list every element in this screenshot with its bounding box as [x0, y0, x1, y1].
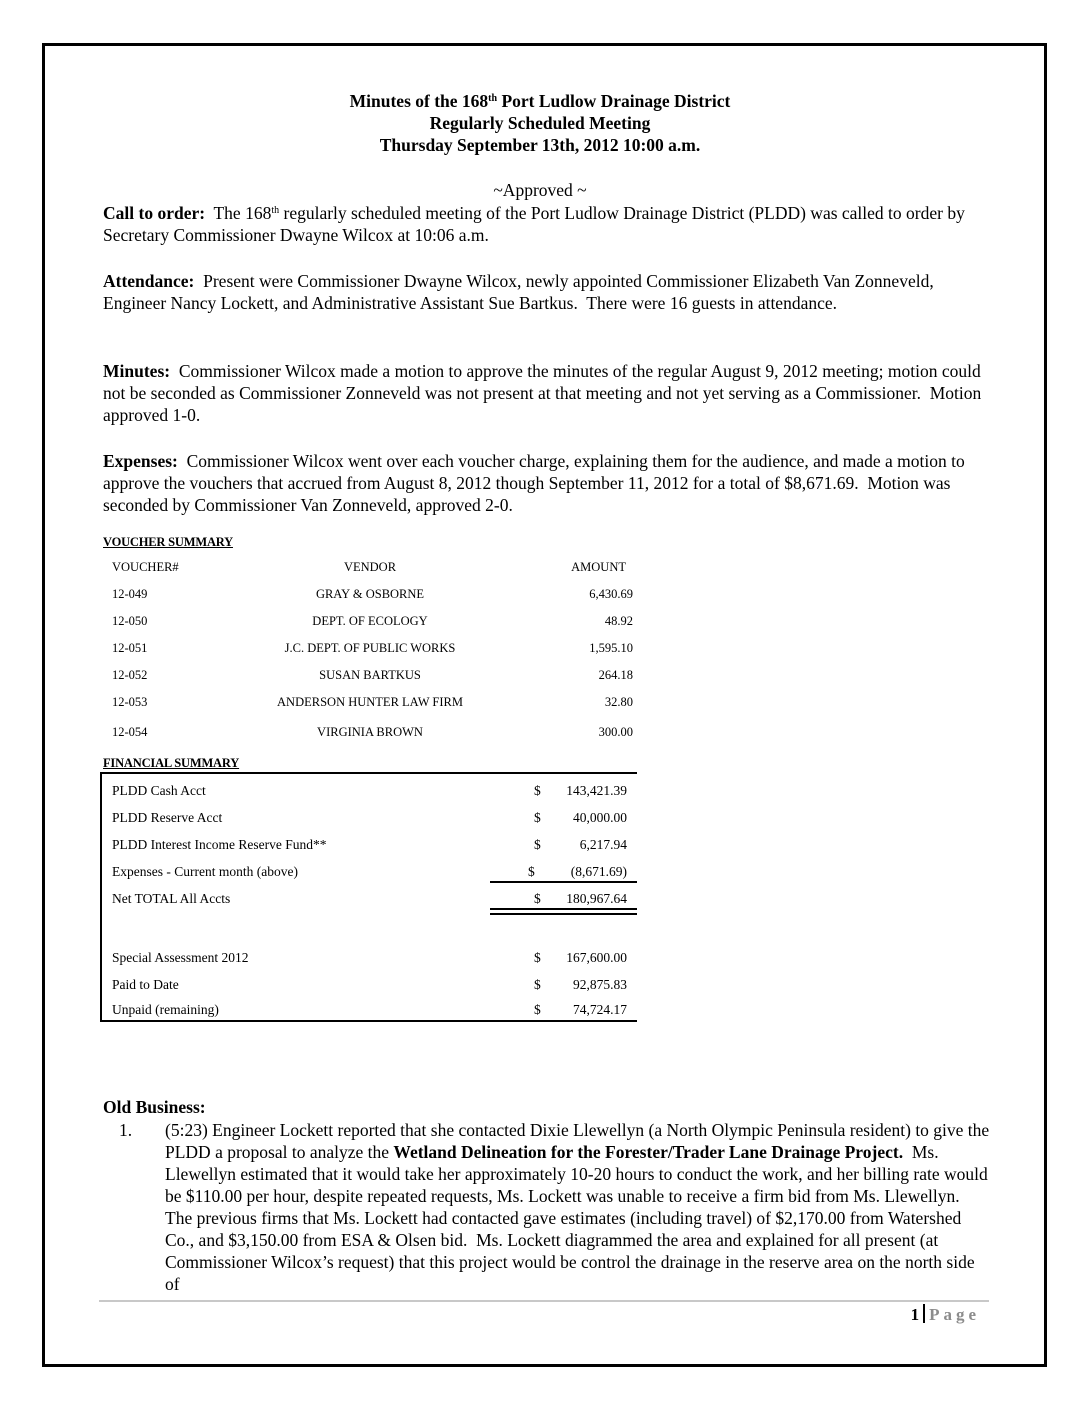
currency-symbol: $: [534, 977, 541, 992]
subtotal-rule: [490, 881, 637, 883]
table-row: [103, 668, 638, 695]
account-amount: 143,421.39: [566, 783, 627, 798]
table-row: [103, 695, 638, 722]
list-item-text-rest: Ms. Llewellyn estimated that it would take her approximately 10-20 hours to conduct the work, and her billing rate would be $110.00 per hour, despite repeated requests, Ms. Lockett was unable to receive a firm bid from Ms. Llewellyn. The previous firms that Ms. Lockett had contacted gave estimates (including travel) of $2,170.00 from Watershed Co., and $3,150.00 from ESA & Olsen bid. Ms. Lockett diagrammed the area and explained for all present (at Commissioner Wilcox’s request) that this project would be control the drainage in the reserve area on the north side of: [165, 1142, 993, 1294]
voucher-amount: 1,595.10: [589, 641, 633, 655]
currency-symbol: $: [534, 837, 541, 852]
attendance-paragraph: [103, 270, 983, 314]
title-text-rest: Port Ludlow Drainage District: [497, 91, 731, 111]
title-line-3: Thursday September 13th, 2012 10:00 a.m.: [379, 135, 701, 155]
voucher-amount: 48.92: [604, 614, 633, 628]
table-row: [102, 1002, 637, 1024]
account-amount: 180,967.64: [566, 891, 627, 906]
currency-symbol: $: [528, 864, 535, 879]
list-item-number: 1.: [119, 1120, 133, 1140]
currency-symbol: $: [534, 1002, 541, 1017]
list-item-text: (5:23) Engineer Lockett reported that she contacted Dixie Llewellyn (a North Olympic Peninsula resident) to give the PLDD a proposal to analyze the: [165, 1120, 990, 1162]
table-row: [103, 722, 638, 754]
vendor-name: VIRGINIA BROWN: [317, 725, 423, 739]
voucher-number: 12-051: [112, 641, 148, 655]
table-row: [102, 977, 637, 999]
currency-symbol: $: [534, 810, 541, 825]
financial-summary-title: FINANCIAL SUMMARY: [103, 756, 240, 770]
account-amount: (8,671.69): [570, 864, 627, 879]
approval-status: ~Approved ~: [493, 180, 587, 200]
financial-summary-table: [100, 772, 637, 1022]
voucher-number: 12-049: [112, 587, 148, 601]
project-name: Wetland Delineation for the Forester/Trader Lane Drainage Project.: [393, 1142, 904, 1162]
expenses-label: Expenses:: [103, 451, 178, 471]
ordinal-suffix: th: [271, 205, 280, 216]
expenses-paragraph: [103, 450, 983, 516]
call-to-order-label: Call to order:: [103, 203, 206, 223]
account-label: Expenses - Current month (above): [112, 864, 298, 879]
voucher-amount: 6,430.69: [589, 587, 633, 601]
vendor-name: ANDERSON HUNTER LAW FIRM: [277, 695, 463, 709]
voucher-table: [103, 560, 638, 754]
account-label: PLDD Cash Acct: [112, 783, 206, 798]
table-row: [103, 614, 638, 641]
assessment-amount: 92,875.83: [573, 977, 627, 992]
currency-symbol: $: [534, 783, 541, 798]
voucher-amount: 300.00: [598, 725, 633, 739]
voucher-number: 12-054: [112, 725, 148, 739]
account-label: PLDD Reserve Acct: [112, 810, 223, 825]
attendance-label: Attendance:: [103, 271, 195, 291]
assessment-amount: 167,600.00: [566, 950, 627, 965]
attendance-text: Present were Commissioner Dwayne Wilcox, newly appointed Commissioner Elizabeth Van Zonneveld, Engineer Nancy Lockett, and Administrative Assistant Sue Bartkus. There were 16 guests in attendance.: [103, 271, 939, 313]
voucher-number: 12-052: [112, 668, 148, 682]
voucher-number: 12-053: [112, 695, 148, 709]
table-row: [103, 587, 638, 614]
assessment-label: Unpaid (remaining): [112, 1002, 219, 1017]
column-header-vendor: VENDOR: [343, 560, 397, 574]
title-ordinal: th: [488, 93, 498, 104]
separator-bar: [923, 1304, 925, 1323]
table-row: [103, 641, 638, 668]
voucher-amount: 32.80: [604, 695, 633, 709]
minutes-paragraph: [103, 360, 986, 426]
column-header-voucher: VOUCHER#: [112, 560, 179, 574]
minutes-text: Commissioner Wilcox made a motion to approve the minutes of the regular August 9, 2012 meeting; motion could not be seconded as Commissioner Zonneveld was not present at that meeting and not yet serving as a Commissioner. Motion approved 1-0.: [103, 361, 986, 425]
table-row: [102, 950, 637, 972]
vendor-name: DEPT. OF ECOLOGY: [312, 614, 428, 628]
call-to-order-text-rest: regularly scheduled meeting of the Port Ludlow Drainage District (PLDD) was called to order by Secretary Commissioner Dwayne Wilcox at 10:06 a.m.: [103, 203, 965, 245]
voucher-number: 12-050: [112, 614, 148, 628]
list-item-body: [165, 1119, 993, 1295]
total-double-rule: [490, 908, 637, 915]
voucher-amount: 264.18: [598, 668, 633, 682]
document-title: [100, 90, 980, 156]
assessment-label: Special Assessment 2012: [112, 950, 249, 965]
title-line-1: [100, 90, 980, 112]
vendor-name: GRAY & OSBORNE: [315, 587, 425, 601]
column-header-amount: AMOUNT: [571, 560, 626, 574]
table-row: [102, 837, 637, 859]
minutes-label: Minutes:: [103, 361, 171, 381]
table-row: [102, 810, 637, 832]
call-to-order-paragraph: [103, 202, 983, 246]
page-footer: [911, 1304, 980, 1325]
vendor-name: J.C. DEPT. OF PUBLIC WORKS: [284, 641, 456, 655]
currency-symbol: $: [534, 950, 541, 965]
call-to-order-text: The 168: [205, 203, 272, 223]
old-business-heading: Old Business:: [103, 1097, 206, 1117]
account-amount: 40,000.00: [573, 810, 627, 825]
footer-divider: [99, 1300, 989, 1302]
table-row: [102, 783, 637, 805]
account-label: PLDD Interest Income Reserve Fund**: [112, 837, 327, 852]
assessment-label: Paid to Date: [112, 977, 179, 992]
currency-symbol: $: [534, 891, 541, 906]
vendor-name: SUSAN BARTKUS: [319, 668, 421, 682]
title-text: Minutes of the 168: [349, 91, 489, 111]
expenses-text: Commissioner Wilcox went over each voucher charge, explaining them for the audience, and made a motion to approve the vouchers that accrued from August 8, 2012 though September 11, 2012 for a total of $8,671.69. Motion was seconded by Commissioner Van Zonneveld, approved 2-0.: [103, 451, 970, 515]
assessment-amount: 74,724.17: [573, 1002, 627, 1017]
account-label: Net TOTAL All Accts: [112, 891, 231, 906]
account-amount: 6,217.94: [579, 837, 627, 852]
voucher-summary-title: VOUCHER SUMMARY: [103, 535, 233, 549]
voucher-table-header: [103, 560, 638, 587]
title-line-2: Regularly Scheduled Meeting: [429, 113, 651, 133]
page-number: 1: [910, 1305, 920, 1324]
page-label: Page: [929, 1305, 980, 1324]
